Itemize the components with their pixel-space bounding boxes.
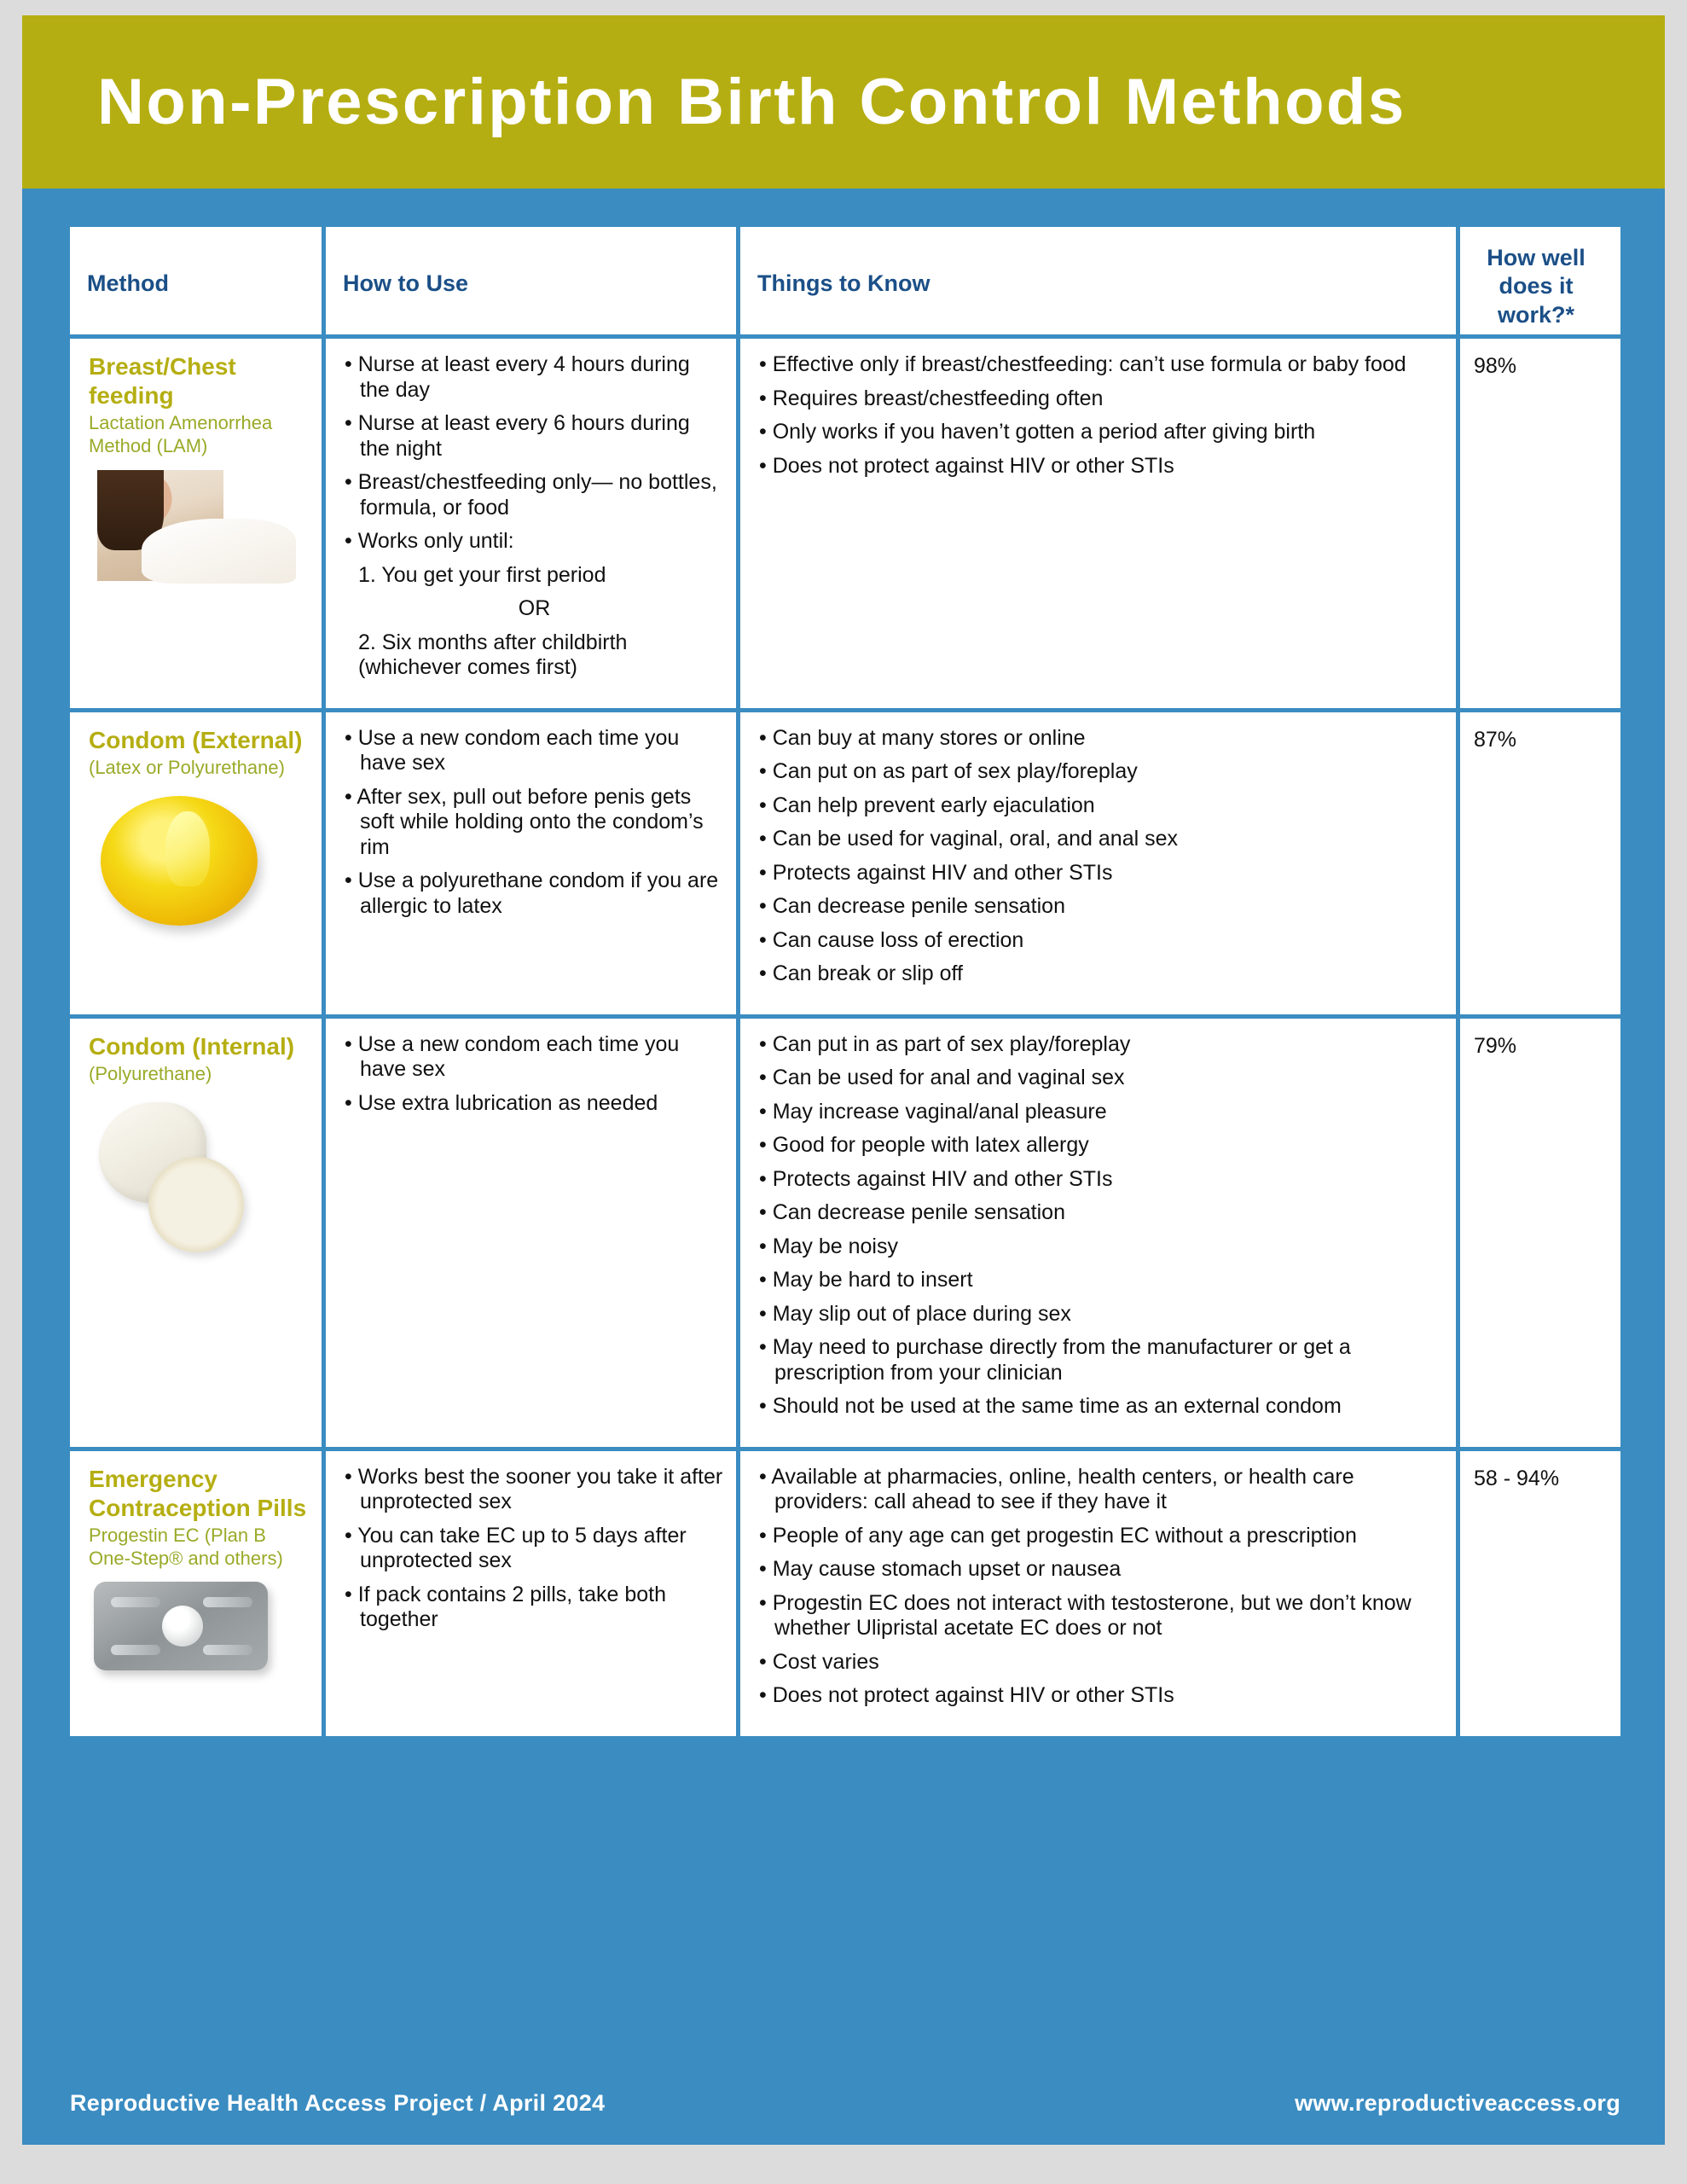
list-item: • Does not protect against HIV or other STIs — [759, 453, 1174, 478]
list-item: • Available at pharmacies, online, health centers, or health care providers: call ahead to see if they have it — [759, 1464, 1354, 1513]
list-item: • May need to purchase directly from the manufacturer or get a prescription from your clinician — [759, 1335, 1351, 1385]
effectiveness-cell — [1460, 1019, 1620, 1451]
list-item: • Can buy at many stores or online — [759, 725, 1086, 750]
list-item: • You can take EC up to 5 days after unprotected sex — [345, 1523, 687, 1572]
column-header-how-well — [1460, 227, 1620, 339]
list-item: • Protects against HIV and other STIs — [759, 860, 1113, 885]
list-item: • May slip out of place during sex — [759, 1301, 1071, 1326]
list-item: • Can cause loss of erection — [759, 927, 1024, 952]
list-item: • Can decrease penile sensation — [759, 1200, 1065, 1224]
effectiveness-cell — [1460, 1451, 1620, 1736]
list-item: 2. Six months after childbirth (whichever comes first) — [358, 630, 628, 679]
list-item: • Use a polyurethane condom if you are allergic to latex — [345, 868, 719, 918]
effectiveness-value: 98% — [1474, 354, 1517, 378]
things-to-know-list — [740, 712, 1456, 1014]
column-header-things-to-know — [740, 227, 1460, 339]
list-item: • Breast/chestfeeding only— no bottles, formula, or food — [345, 470, 717, 520]
table-row — [70, 1451, 1620, 1736]
list-item: • Nurse at least every 6 hours during the night — [345, 411, 690, 461]
list-item: • Can be used for anal and vaginal sex — [759, 1066, 1125, 1089]
list-item: • Protects against HIV and other STIs — [759, 1166, 1113, 1191]
list-item: • May cause stomach upset or nausea — [759, 1557, 1122, 1581]
method-cell — [70, 1451, 326, 1736]
list-item: • May be hard to insert — [759, 1268, 973, 1292]
method-name: Breast/Chest feeding — [89, 353, 236, 410]
list-item: • Should not be used at the same time as an external condom — [759, 1394, 1342, 1418]
method-subtitle: Progestin EC (Plan B One-Step® and others) — [89, 1524, 283, 1569]
footer-organization-date: Reproductive Health Access Project / April 2024 — [70, 2090, 606, 2116]
breastfeeding-photo-icon — [97, 470, 223, 581]
column-header-how-to-use — [326, 227, 740, 339]
method-name: Condom (Internal) — [89, 1032, 295, 1060]
list-item: • After sex, pull out before penis gets soft while holding onto the condom’s rim — [345, 784, 704, 859]
title-band — [22, 15, 1665, 189]
column-header-how-well-label: How well does it work?* — [1487, 245, 1586, 328]
list-item: • If pack contains 2 pills, take both together — [345, 1582, 667, 1631]
list-item: • May be noisy — [759, 1234, 898, 1258]
list-item: • Does not protect against HIV or other STIs — [759, 1683, 1174, 1707]
list-item: • Effective only if breast/chestfeeding: can’t use formula or baby food — [759, 352, 1406, 376]
list-item: • Can be used for vaginal, oral, and anal sex — [759, 827, 1179, 851]
things-to-know-cell — [740, 712, 1460, 1019]
list-item: • Use a new condom each time you have sex — [345, 1031, 680, 1081]
list-item: • Can decrease penile sensation — [759, 894, 1065, 918]
things-to-know-list — [740, 339, 1456, 506]
method-illustration — [89, 470, 310, 581]
list-item: • Cost varies — [759, 1649, 879, 1674]
method-cell — [70, 712, 326, 1019]
things-to-know-cell — [740, 1019, 1460, 1451]
how-to-use-cell — [326, 339, 740, 712]
table-row — [70, 712, 1620, 1019]
list-item: • Can put in as part of sex play/foreplay — [759, 1031, 1131, 1056]
column-header-method — [70, 227, 326, 339]
effectiveness-cell — [1460, 712, 1620, 1019]
list-item: • Good for people with latex allergy — [759, 1133, 1089, 1157]
how-to-use-cell — [326, 712, 740, 1019]
column-header-how-to-use-label: How to Use — [343, 270, 469, 296]
how-to-use-list — [326, 1019, 736, 1144]
list-item: • People of any age can get progestin EC without a prescription — [759, 1523, 1357, 1548]
list-item: • Use extra lubrication as needed — [345, 1090, 658, 1115]
list-item: • Requires breast/chestfeeding often — [759, 386, 1104, 410]
things-to-know-list — [740, 1451, 1456, 1736]
how-to-use-list — [326, 339, 736, 708]
method-name: Emergency Contraception Pills — [89, 1465, 307, 1521]
method-illustration — [89, 1097, 310, 1258]
effectiveness-value: 87% — [1474, 727, 1517, 752]
how-to-use-cell — [326, 1451, 740, 1736]
effectiveness-value: 58 - 94% — [1474, 1466, 1560, 1490]
list-item: 1. You get your first period — [358, 562, 606, 587]
how-to-use-list — [326, 712, 736, 947]
method-illustration — [89, 1582, 310, 1676]
method-name: Condom (External) — [89, 726, 303, 753]
table-row — [70, 1019, 1620, 1451]
list-item: • Use a new condom each time you have sex — [345, 725, 680, 775]
page-footer — [70, 2090, 1620, 2117]
external-condom-photo-icon — [94, 791, 264, 938]
table-row — [70, 339, 1620, 712]
footer-website-url[interactable]: www.reproductiveaccess.org — [1295, 2090, 1620, 2116]
things-to-know-list — [740, 1019, 1456, 1447]
list-item: • Only works if you haven’t gotten a period after giving birth — [759, 420, 1316, 444]
page-title: Non-Prescription Birth Control Methods — [97, 66, 1406, 138]
method-subtitle: (Polyurethane) — [89, 1062, 212, 1084]
list-item: OR — [518, 596, 551, 620]
list-item: • Nurse at least every 4 hours during the day — [345, 352, 690, 402]
method-cell — [70, 1019, 326, 1451]
method-subtitle: (Latex or Polyurethane) — [89, 756, 285, 778]
effectiveness-value: 79% — [1474, 1033, 1517, 1058]
column-header-things-to-know-label: Things to Know — [757, 270, 930, 296]
list-item: • Can break or slip off — [759, 961, 963, 985]
list-item: • Can put on as part of sex play/foreplay — [759, 759, 1138, 783]
list-item: • Works best the sooner you take it after unprotected sex — [345, 1464, 723, 1513]
list-item: • Progestin EC does not interact with testosterone, but we don’t know whether Ulipristal acetate EC does or not — [759, 1590, 1412, 1640]
effectiveness-cell — [1460, 339, 1620, 712]
birth-control-methods-table — [70, 227, 1620, 1736]
column-header-method-label: Method — [87, 270, 169, 296]
how-to-use-list — [326, 1451, 736, 1660]
list-item: • Works only until: — [345, 529, 514, 553]
list-item: • May increase vaginal/anal pleasure — [759, 1099, 1107, 1124]
method-cell — [70, 339, 326, 712]
things-to-know-cell — [740, 1451, 1460, 1736]
emergency-contraception-pill-photo-icon — [94, 1582, 271, 1676]
table-header-row — [70, 227, 1620, 339]
method-illustration — [89, 791, 310, 938]
internal-condom-photo-icon — [89, 1097, 259, 1258]
how-to-use-cell — [326, 1019, 740, 1451]
list-item: • Can help prevent early ejaculation — [759, 793, 1095, 817]
method-subtitle: Lactation Amenorrhea Method (LAM) — [89, 412, 273, 457]
things-to-know-cell — [740, 339, 1460, 712]
